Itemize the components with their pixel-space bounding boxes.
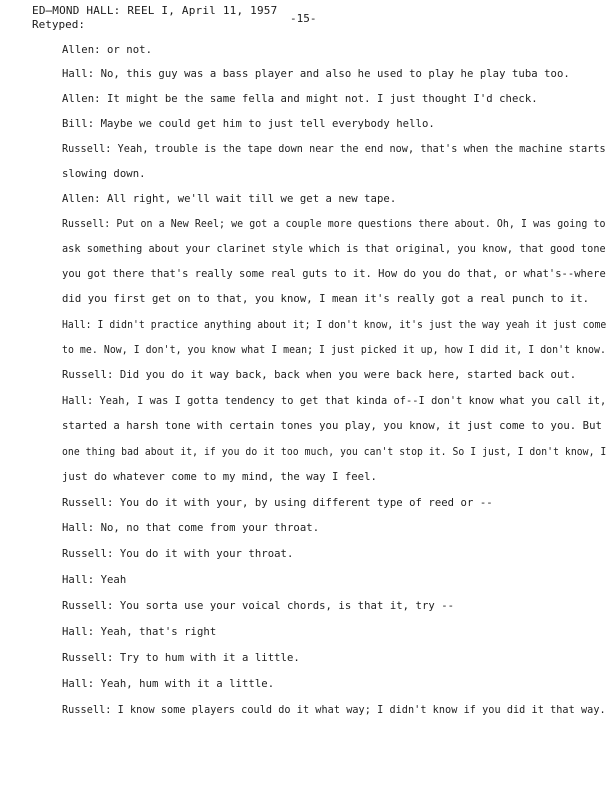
transcript-line: Allen: or not. xyxy=(62,44,152,56)
transcript-line: Bill: Maybe we could get him to just tell everybody hello. xyxy=(62,118,435,130)
transcript-line: Hall: Yeah, I was I gotta tendency to get that kinda of--I don't know what you call it, xyxy=(62,395,607,407)
transcript-line: Russell: Did you do it way back, back when you were back here, started back out. xyxy=(62,369,577,381)
transcript-line: Russell: You do it with your, by using different type of reed or -- xyxy=(62,497,493,509)
transcript-line: Russell: You do it with your throat. xyxy=(62,548,294,560)
transcript-line: did you first get on to that, you know, I mean it's really got a real punch to it. xyxy=(62,293,590,305)
transcript-line: you got there that's really some real guts to it. How do you do that, or what's--where xyxy=(62,268,606,280)
transcript-line: Russell: Put on a New Reel; we got a couple more questions there about. Oh, I was going to xyxy=(62,218,606,230)
transcript-line: to me. Now, I don't, you know what I mean; I just picked it up, how I did it, I don't know. xyxy=(62,344,606,356)
transcript-line: Allen: All right, we'll wait till we get a new tape. xyxy=(62,193,397,205)
page-number: -15- xyxy=(290,12,317,25)
transcript-line: Hall: Yeah xyxy=(62,574,127,586)
transcript-line: Hall: I didn't practice anything about it; I don't know, it's just the way yeah it just come xyxy=(62,319,607,331)
transcript-line: Russell: You sorta use your voical chords, is that it, try -- xyxy=(62,600,455,612)
transcript-line: ask something about your clarinet style which is that original, you know, that good tone xyxy=(62,243,606,255)
transcript-line: Hall: No, no that come from your throat. xyxy=(62,522,320,534)
transcript-line: one thing bad about it, if you do it too much, you can't stop it. So I just, I don't know, I xyxy=(62,446,607,458)
transcript-line: Hall: Yeah, hum with it a little. xyxy=(62,678,275,690)
transcript-line: Russell: Yeah, trouble is the tape down near the end now, that's when the machine starts xyxy=(62,143,606,155)
transcript-line: Allen: It might be the same fella and might not. I just thought I'd check. xyxy=(62,93,538,105)
transcript-line: started a harsh tone with certain tones you play, you know, it just come to you. But xyxy=(62,420,602,432)
transcript-line: just do whatever come to my mind, the way I feel. xyxy=(62,471,377,483)
transcript-line: Hall: No, this guy was a bass player and also he used to play he play tuba too. xyxy=(62,68,570,80)
transcript-line: Russell: I know some players could do it what way; I didn't know if you did it that way. xyxy=(62,704,606,716)
transcript-line: Russell: Try to hum with it a little. xyxy=(62,652,300,664)
transcript-line: slowing down. xyxy=(62,168,146,180)
header-retyped-label: Retyped: xyxy=(32,18,85,31)
transcript-line: Hall: Yeah, that's right xyxy=(62,626,217,638)
header-title: ED̶MOND HALL: REEL I, April 11, 1957 xyxy=(32,4,278,17)
